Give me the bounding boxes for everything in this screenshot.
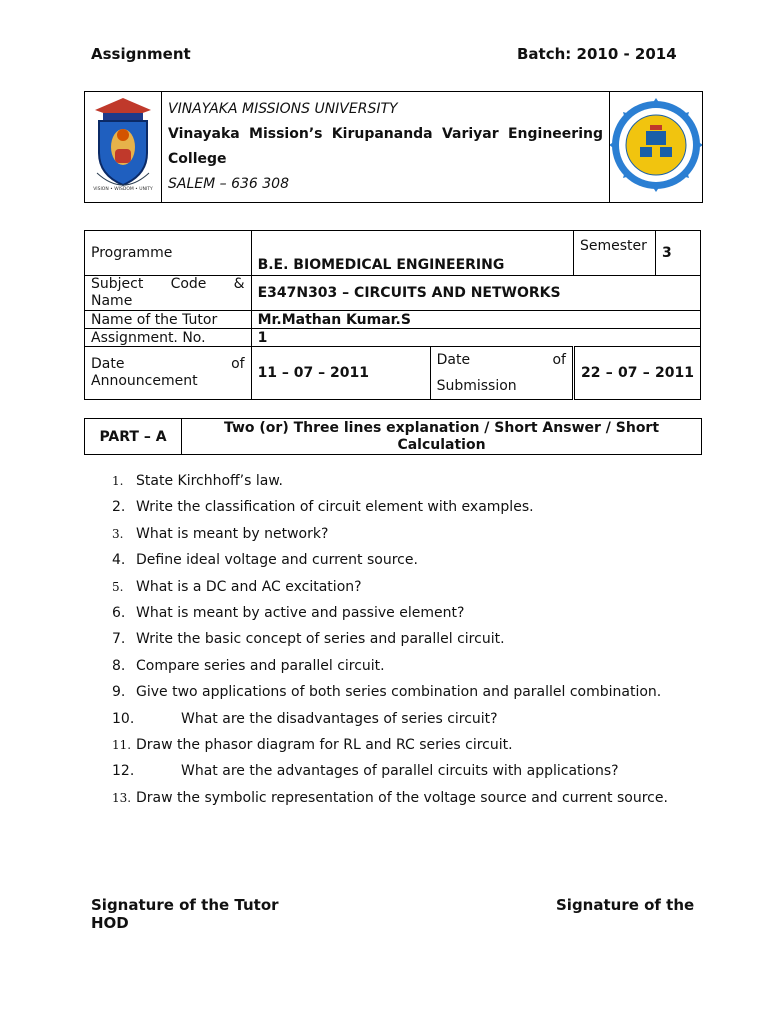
- question-item: [112, 679, 677, 705]
- batch-heading: Batch: 2010 - 2014: [517, 45, 677, 63]
- question-number: 6.: [112, 605, 126, 622]
- question-number: 8.: [112, 657, 126, 674]
- question-text: Give two applications of both series combination and parallel combination.: [136, 684, 662, 701]
- assignment-no-label: Assignment. No.: [85, 329, 252, 347]
- hod-signature-label-continued: HOD: [91, 914, 129, 932]
- question-text: Define ideal voltage and current source.: [136, 552, 418, 569]
- question-item: [112, 521, 677, 547]
- part-a-description: Two (or) Three lines explanation / Short Answer / Short Calculation: [182, 419, 702, 455]
- question-text: Draw the phasor diagram for RL and RC series circuit.: [136, 737, 513, 754]
- tutor-label: Name of the Tutor: [85, 311, 252, 329]
- question-number: 9.: [112, 684, 126, 701]
- university-header: [84, 91, 703, 203]
- university-emblem-motto: VISION • WISDOM • UNITY: [93, 187, 153, 192]
- programme-value: B.E. BIOMEDICAL ENGINEERING: [251, 231, 573, 276]
- college-name: Vinayaka Mission’s Kirupananda Variyar Engineering College: [168, 126, 603, 167]
- part-a-header: [84, 418, 702, 455]
- announcement-value: 11 – 07 – 2011: [251, 347, 430, 400]
- university-emblem-icon: [85, 95, 161, 195]
- programme-label: Programme: [85, 231, 252, 276]
- tutor-value: Mr.Mathan Kumar.S: [251, 311, 700, 329]
- question-item: [112, 653, 677, 679]
- question-item: [112, 758, 677, 784]
- subject-value: E347N303 – CIRCUITS AND NETWORKS: [251, 276, 700, 311]
- question-text: What are the advantages of parallel circuits with applications?: [181, 763, 619, 780]
- submission-label: Date of Submission: [430, 347, 573, 400]
- college-logo-cell: [610, 92, 703, 203]
- question-text: What is a DC and AC excitation?: [136, 578, 362, 595]
- question-item: [112, 626, 677, 652]
- question-text: What is meant by network?: [136, 525, 329, 542]
- question-item: [112, 468, 677, 494]
- question-text: Write the classification of circuit element with examples.: [136, 499, 534, 516]
- submission-value: 22 – 07 – 2011: [573, 347, 700, 400]
- question-item: [112, 706, 677, 732]
- question-item: [112, 732, 677, 758]
- question-item: [112, 494, 677, 520]
- programme-table: [84, 230, 701, 400]
- question-text: What are the disadvantages of series circuit?: [181, 710, 498, 727]
- question-item: [112, 600, 677, 626]
- question-number: 11.: [112, 738, 132, 753]
- tutor-signature-label: Signature of the Tutor: [91, 896, 279, 914]
- semester-value: 3: [655, 231, 700, 276]
- question-number: 4.: [112, 552, 126, 569]
- question-item: [112, 785, 677, 811]
- university-logo-cell: [85, 92, 162, 203]
- subject-label: Subject Code & Name: [85, 276, 252, 311]
- university-info: [162, 92, 610, 203]
- question-text: State Kirchhoff’s law.: [136, 473, 283, 489]
- hod-signature-label: Signature of the: [556, 896, 695, 914]
- college-seal-icon: [610, 95, 702, 195]
- question-list: [112, 468, 677, 811]
- question-text: Compare series and parallel circuit.: [136, 657, 385, 674]
- question-text: Write the basic concept of series and parallel circuit.: [136, 631, 505, 648]
- assignment-heading: Assignment: [91, 45, 191, 63]
- question-number: 12.: [112, 763, 135, 780]
- semester-label: Semester: [573, 231, 655, 276]
- question-item: [112, 547, 677, 573]
- announcement-label: Date of Announcement: [85, 347, 252, 400]
- question-number: 3.: [112, 526, 124, 541]
- question-number: 1.: [112, 474, 124, 488]
- question-text: Draw the symbolic representation of the voltage source and current source.: [136, 789, 668, 806]
- question-number: 10.: [112, 710, 135, 727]
- question-number: 2.: [112, 499, 126, 516]
- question-text: What is meant by active and passive element?: [136, 605, 465, 622]
- question-number: 13.: [112, 790, 132, 805]
- question-number: 7.: [112, 631, 126, 648]
- part-a-label: PART – A: [85, 419, 182, 455]
- university-name: VINAYAKA MISSIONS UNIVERSITY: [168, 101, 398, 117]
- question-item: [112, 574, 677, 600]
- question-number: 5.: [112, 579, 124, 594]
- college-city: SALEM – 636 308: [168, 176, 289, 192]
- assignment-no-value: 1: [251, 329, 700, 347]
